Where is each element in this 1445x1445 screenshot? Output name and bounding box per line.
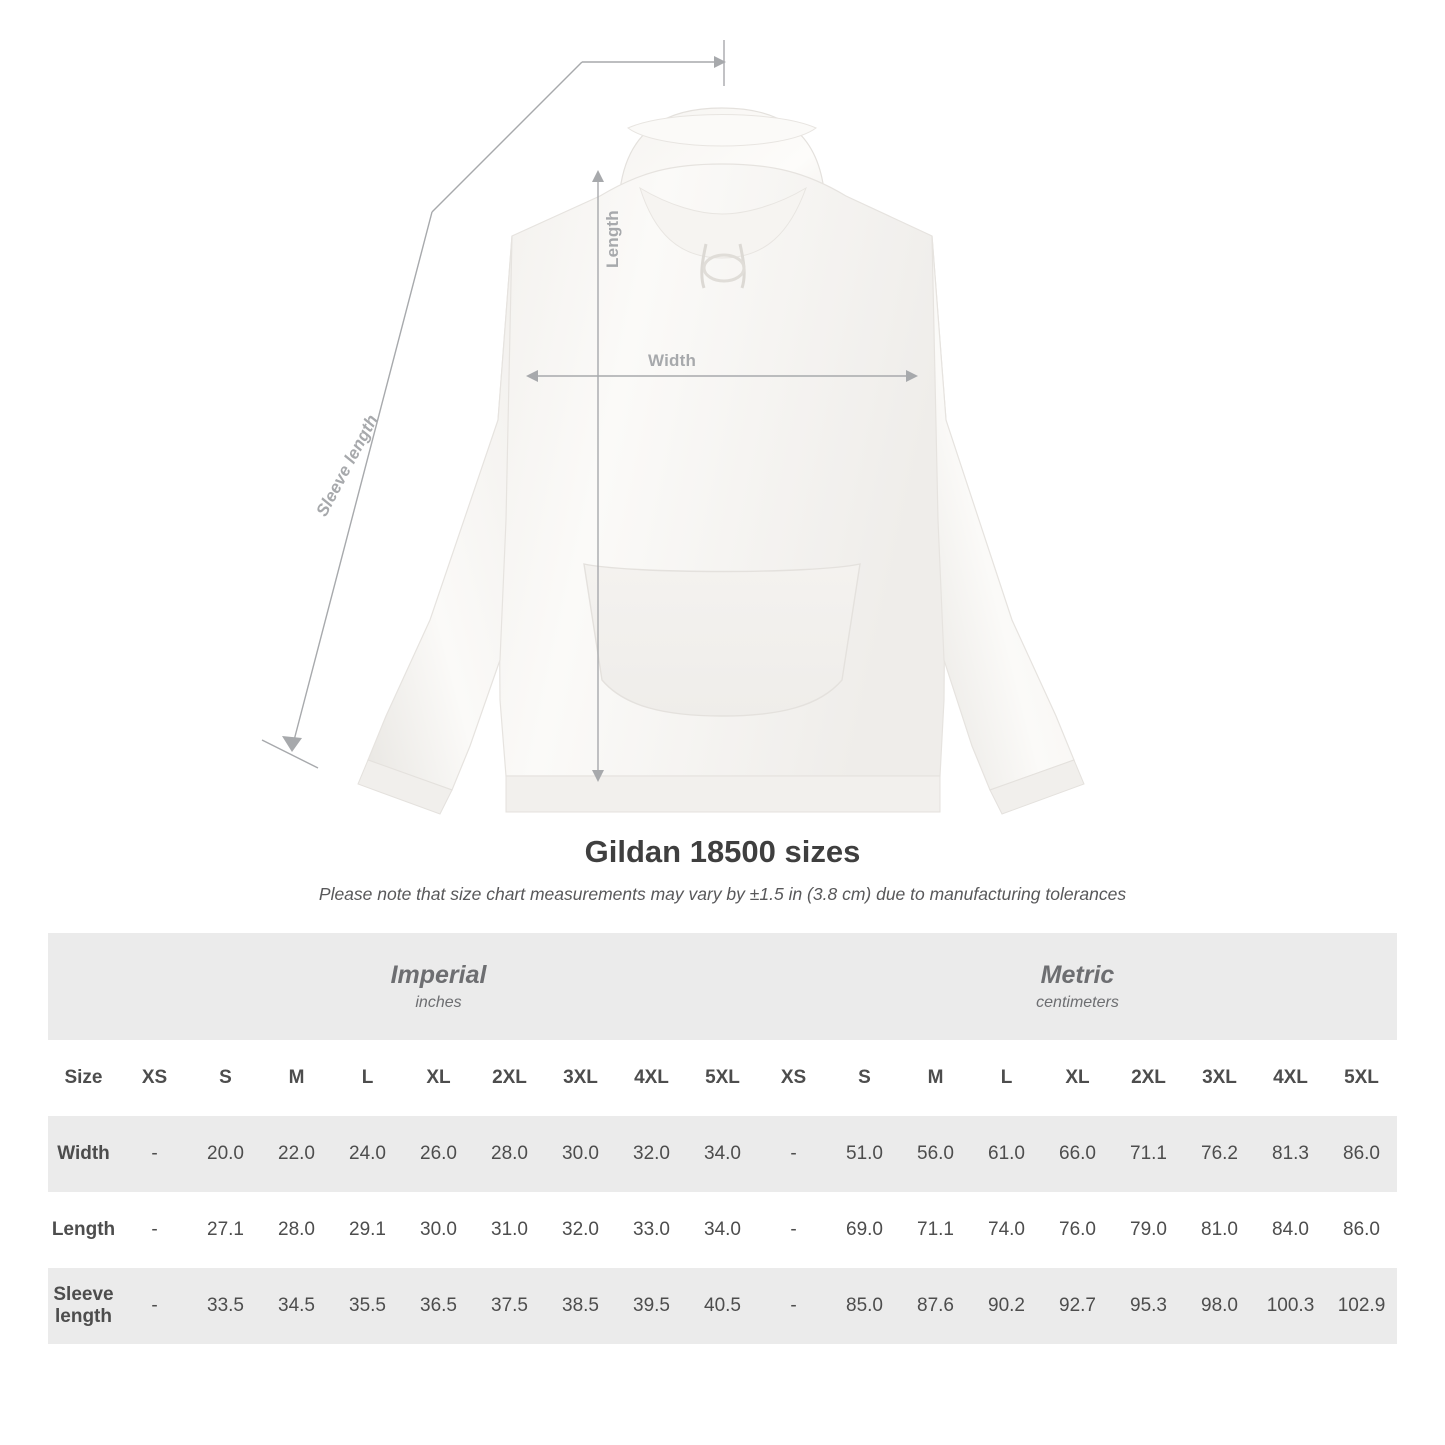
right-sleeve [932,236,1074,790]
sleeve-metric-xl: 92.7 [1042,1268,1113,1344]
imperial-unit-header [119,933,758,1040]
metric-unit-header [758,933,1397,1040]
table-row-width [48,1116,1397,1192]
width-imperial-5xl: 34.0 [687,1116,758,1192]
sleeve-imperial-4xl: 39.5 [616,1268,687,1344]
width-imperial-2xl: 28.0 [474,1116,545,1192]
size-header-metric-7: 4XL [1255,1040,1326,1116]
length-imperial-5xl: 34.0 [687,1192,758,1268]
units-spacer [48,933,119,1040]
units-header-row [48,933,1397,1040]
sleeve-imperial-s: 33.5 [190,1268,261,1344]
metric-unit-name: Metric [1040,961,1115,990]
length-imperial-m: 28.0 [261,1192,332,1268]
sleeve-metric-s: 85.0 [829,1268,900,1344]
row-label-length: Length [48,1192,119,1268]
sleeve-imperial-5xl: 40.5 [687,1268,758,1344]
size-header-imperial-4: XL [403,1040,474,1116]
size-header-imperial-1: S [190,1040,261,1116]
length-imperial-xs: - [119,1192,190,1268]
length-metric-l: 74.0 [971,1192,1042,1268]
metric-unit-sub: centimeters [1036,993,1119,1011]
length-imperial-l: 29.1 [332,1192,403,1268]
length-label: Length [603,210,622,268]
size-table [48,933,1397,1344]
sleeve-imperial-xl: 36.5 [403,1268,474,1344]
table-row-length [48,1192,1397,1268]
sleeve-imperial-xs: - [119,1268,190,1344]
length-metric-xl: 76.0 [1042,1192,1113,1268]
size-header-metric-6: 3XL [1184,1040,1255,1116]
width-imperial-l: 24.0 [332,1116,403,1192]
length-imperial-4xl: 33.0 [616,1192,687,1268]
width-imperial-xs: - [119,1116,190,1192]
sleeve-length-label: Sleeve length [312,411,382,520]
sleeve-metric-5xl: 102.9 [1326,1268,1397,1344]
kangaroo-pocket [584,564,860,716]
width-metric-4xl: 81.3 [1255,1116,1326,1192]
width-label: Width [648,351,697,370]
hem-band [506,776,940,812]
imperial-unit-name: Imperial [390,961,487,990]
sleeve-metric-l: 90.2 [971,1268,1042,1344]
page-title: Gildan 18500 sizes [584,834,861,869]
size-header-metric-3: L [971,1040,1042,1116]
width-imperial-m: 22.0 [261,1116,332,1192]
length-imperial-xl: 30.0 [403,1192,474,1268]
sleeve-metric-m: 87.6 [900,1268,971,1344]
size-header-metric-4: XL [1042,1040,1113,1116]
length-metric-s: 69.0 [829,1192,900,1268]
sleeve-imperial-2xl: 37.5 [474,1268,545,1344]
sleeve-imperial-m: 34.5 [261,1268,332,1344]
sleeve-metric-2xl: 95.3 [1113,1268,1184,1344]
sleeve-metric-4xl: 100.3 [1255,1268,1326,1344]
size-header-metric-5: 2XL [1113,1040,1184,1116]
width-metric-l: 61.0 [971,1116,1042,1192]
length-metric-3xl: 81.0 [1184,1192,1255,1268]
width-metric-m: 56.0 [900,1116,971,1192]
width-imperial-3xl: 30.0 [545,1116,616,1192]
width-imperial-xl: 26.0 [403,1116,474,1192]
left-sleeve [368,236,512,790]
width-imperial-4xl: 32.0 [616,1116,687,1192]
size-header-imperial-8: 5XL [687,1040,758,1116]
width-metric-s: 51.0 [829,1116,900,1192]
sleeve-metric-xs: - [758,1268,829,1344]
row-label-sleeve-length: Sleeve length [48,1268,119,1344]
length-metric-2xl: 79.0 [1113,1192,1184,1268]
size-header-metric-2: M [900,1040,971,1116]
size-header-imperial-5: 2XL [474,1040,545,1116]
sleeve-metric-3xl: 98.0 [1184,1268,1255,1344]
size-header-metric-1: S [829,1040,900,1116]
table-row-sleeve-length [48,1268,1397,1344]
width-metric-xl: 66.0 [1042,1116,1113,1192]
size-header-metric-0: XS [758,1040,829,1116]
title-block [0,834,1445,905]
size-header-imperial-2: M [261,1040,332,1116]
length-metric-5xl: 86.0 [1326,1192,1397,1268]
sleeve-imperial-3xl: 38.5 [545,1268,616,1344]
size-header-imperial-7: 4XL [616,1040,687,1116]
tolerance-note: Please note that size chart measurements may vary by ±1.5 in (3.8 cm) due to manufacturing tolerances [318,884,1127,904]
width-metric-5xl: 86.0 [1326,1116,1397,1192]
sleeve-imperial-l: 35.5 [332,1268,403,1344]
length-metric-4xl: 84.0 [1255,1192,1326,1268]
width-metric-xs: - [758,1116,829,1192]
size-header-row [48,1040,1397,1116]
row-label-width: Width [48,1116,119,1192]
length-imperial-s: 27.1 [190,1192,261,1268]
width-metric-3xl: 76.2 [1184,1116,1255,1192]
size-table-wrapper [0,933,1445,1344]
width-metric-2xl: 71.1 [1113,1116,1184,1192]
length-imperial-3xl: 32.0 [545,1192,616,1268]
length-metric-m: 71.1 [900,1192,971,1268]
imperial-unit-sub: inches [415,993,462,1011]
size-header-imperial-6: 3XL [545,1040,616,1116]
length-imperial-2xl: 31.0 [474,1192,545,1268]
size-label-cell: Size [48,1040,119,1116]
width-imperial-s: 20.0 [190,1116,261,1192]
size-header-imperial-3: L [332,1040,403,1116]
size-header-metric-8: 5XL [1326,1040,1397,1116]
length-metric-xs: - [758,1192,829,1268]
size-header-imperial-0: XS [119,1040,190,1116]
